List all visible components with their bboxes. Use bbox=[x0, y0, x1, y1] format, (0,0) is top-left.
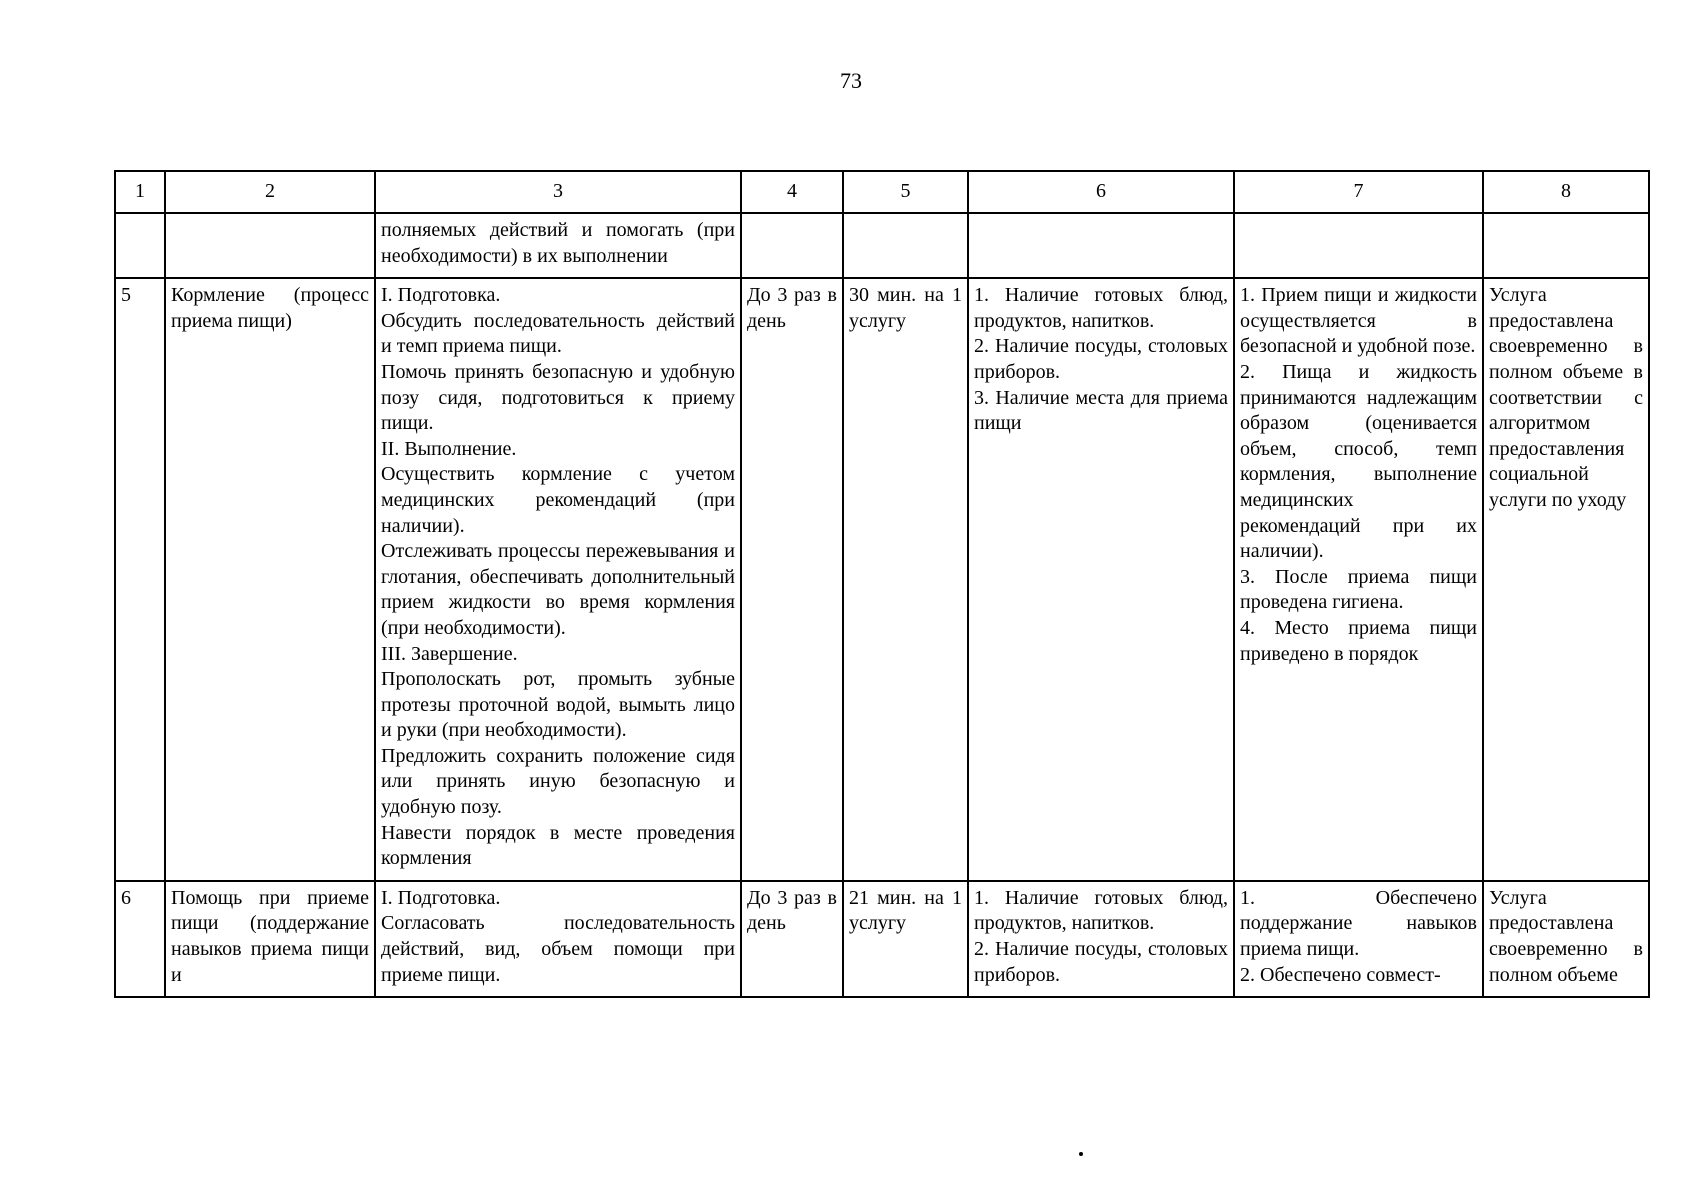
table-row bbox=[115, 881, 1649, 997]
row-number: 6 bbox=[115, 881, 165, 997]
step-text: Прополоскать рот, промыть зубные протезы проточной водой, вымыть лицо и руки (при необходимости). bbox=[381, 668, 735, 742]
assessment: Услуга предоставлена своевременно в полном объеме bbox=[1483, 881, 1649, 997]
indicator-item: 1. Прием пищи и жидкости осуществляется в безопасной и удобной позе. bbox=[1240, 284, 1477, 358]
header-col-3: 3 bbox=[375, 171, 741, 213]
step-text: III. Завершение. bbox=[381, 642, 518, 665]
step-text: Согласовать последовательность действий, вид, объем помощи при приеме пищи. bbox=[381, 912, 735, 986]
frequency: До 3 раз в день bbox=[741, 881, 843, 997]
page-number: 73 bbox=[840, 68, 862, 93]
indicators bbox=[1234, 881, 1483, 997]
conditions bbox=[968, 278, 1234, 881]
indicators bbox=[1234, 213, 1483, 278]
step-text: II. Выполнение. bbox=[381, 437, 517, 460]
indicator-item: 2. Пища и жидкость принимаются надлежащим образом (оценивается объем, способ, темп кормления, выполнение медицинских рекомендаций при их наличии). bbox=[1240, 360, 1477, 563]
header-col-5: 5 bbox=[843, 171, 968, 213]
step-text: полняемых действий и помогать (при необходимости) в их выполнении bbox=[381, 219, 735, 267]
table-row bbox=[115, 278, 1649, 881]
row-number bbox=[115, 213, 165, 278]
service-steps bbox=[375, 278, 741, 881]
duration bbox=[843, 213, 968, 278]
conditions bbox=[968, 881, 1234, 997]
service-name bbox=[165, 213, 375, 278]
duration: 30 мин. на 1 услугу bbox=[843, 278, 968, 881]
header-col-8: 8 bbox=[1483, 171, 1649, 213]
table-row bbox=[115, 213, 1649, 278]
service-name: Кормление (процесс приема пищи) bbox=[165, 278, 375, 881]
condition-item: 2. Наличие посуды, столовых приборов. bbox=[974, 335, 1228, 383]
step-text: Осуществить кормление с учетом медицинских рекомендаций (при наличии). bbox=[381, 463, 735, 537]
duration: 21 мин. на 1 услугу bbox=[843, 881, 968, 997]
assessment: Услуга предоставлена своевременно в полном объеме в соответствии с алгоритмом предоставления социальной услуги по уходу bbox=[1483, 278, 1649, 881]
header-col-4: 4 bbox=[741, 171, 843, 213]
service-steps bbox=[375, 213, 741, 278]
condition-item: 1. Наличие готовых блюд, продуктов, напитков. bbox=[974, 886, 1228, 935]
step-text: I. Подготовка. bbox=[381, 284, 501, 307]
step-text: Навести порядок в месте проведения кормления bbox=[381, 821, 735, 870]
indicator-item: 1. Обеспечено поддержание навыков приема пищи. bbox=[1240, 886, 1477, 961]
condition-item: 3. Наличие места для приема пищи bbox=[974, 386, 1228, 435]
step-text: Обсудить последовательность действий и темп приема пищи. bbox=[381, 309, 735, 358]
indicator-item: 4. Место приема пищи приведено в порядок bbox=[1240, 616, 1477, 665]
step-text: Предложить сохранить положение сидя или принять иную безопасную и удобную позу. bbox=[381, 744, 735, 819]
conditions bbox=[968, 213, 1234, 278]
header-col-1: 1 bbox=[115, 171, 165, 213]
step-text: Помочь принять безопасную и удобную позу сидя, подготовиться к приему пищи. bbox=[381, 360, 735, 435]
scan-dot bbox=[1079, 1152, 1083, 1156]
condition-item: 1. Наличие готовых блюд, продуктов, напитков. bbox=[974, 284, 1228, 332]
header-col-2: 2 bbox=[165, 171, 375, 213]
header-col-7: 7 bbox=[1234, 171, 1483, 213]
step-text: Отслеживать процессы пережевывания и глотания, обеспечивать дополнительный прием жидкости во время кормления (при необходимости). bbox=[381, 540, 735, 639]
service-name: Помощь при приеме пищи (поддержание навыков приема пищи и bbox=[165, 881, 375, 997]
header-col-6: 6 bbox=[968, 171, 1234, 213]
indicator-item: 2. Обеспечено совмест- bbox=[1240, 963, 1441, 986]
indicator-item: 3. После приема пищи проведена гигиена. bbox=[1240, 565, 1477, 614]
frequency bbox=[741, 213, 843, 278]
row-number: 5 bbox=[115, 278, 165, 881]
frequency: До 3 раз в день bbox=[741, 278, 843, 881]
service-steps bbox=[375, 881, 741, 997]
step-text: I. Подготовка. bbox=[381, 886, 501, 909]
header-row bbox=[115, 171, 1649, 213]
services-table bbox=[114, 170, 1650, 998]
condition-item: 2. Наличие посуды, столовых приборов. bbox=[974, 938, 1228, 986]
assessment bbox=[1483, 213, 1649, 278]
indicators bbox=[1234, 278, 1483, 881]
